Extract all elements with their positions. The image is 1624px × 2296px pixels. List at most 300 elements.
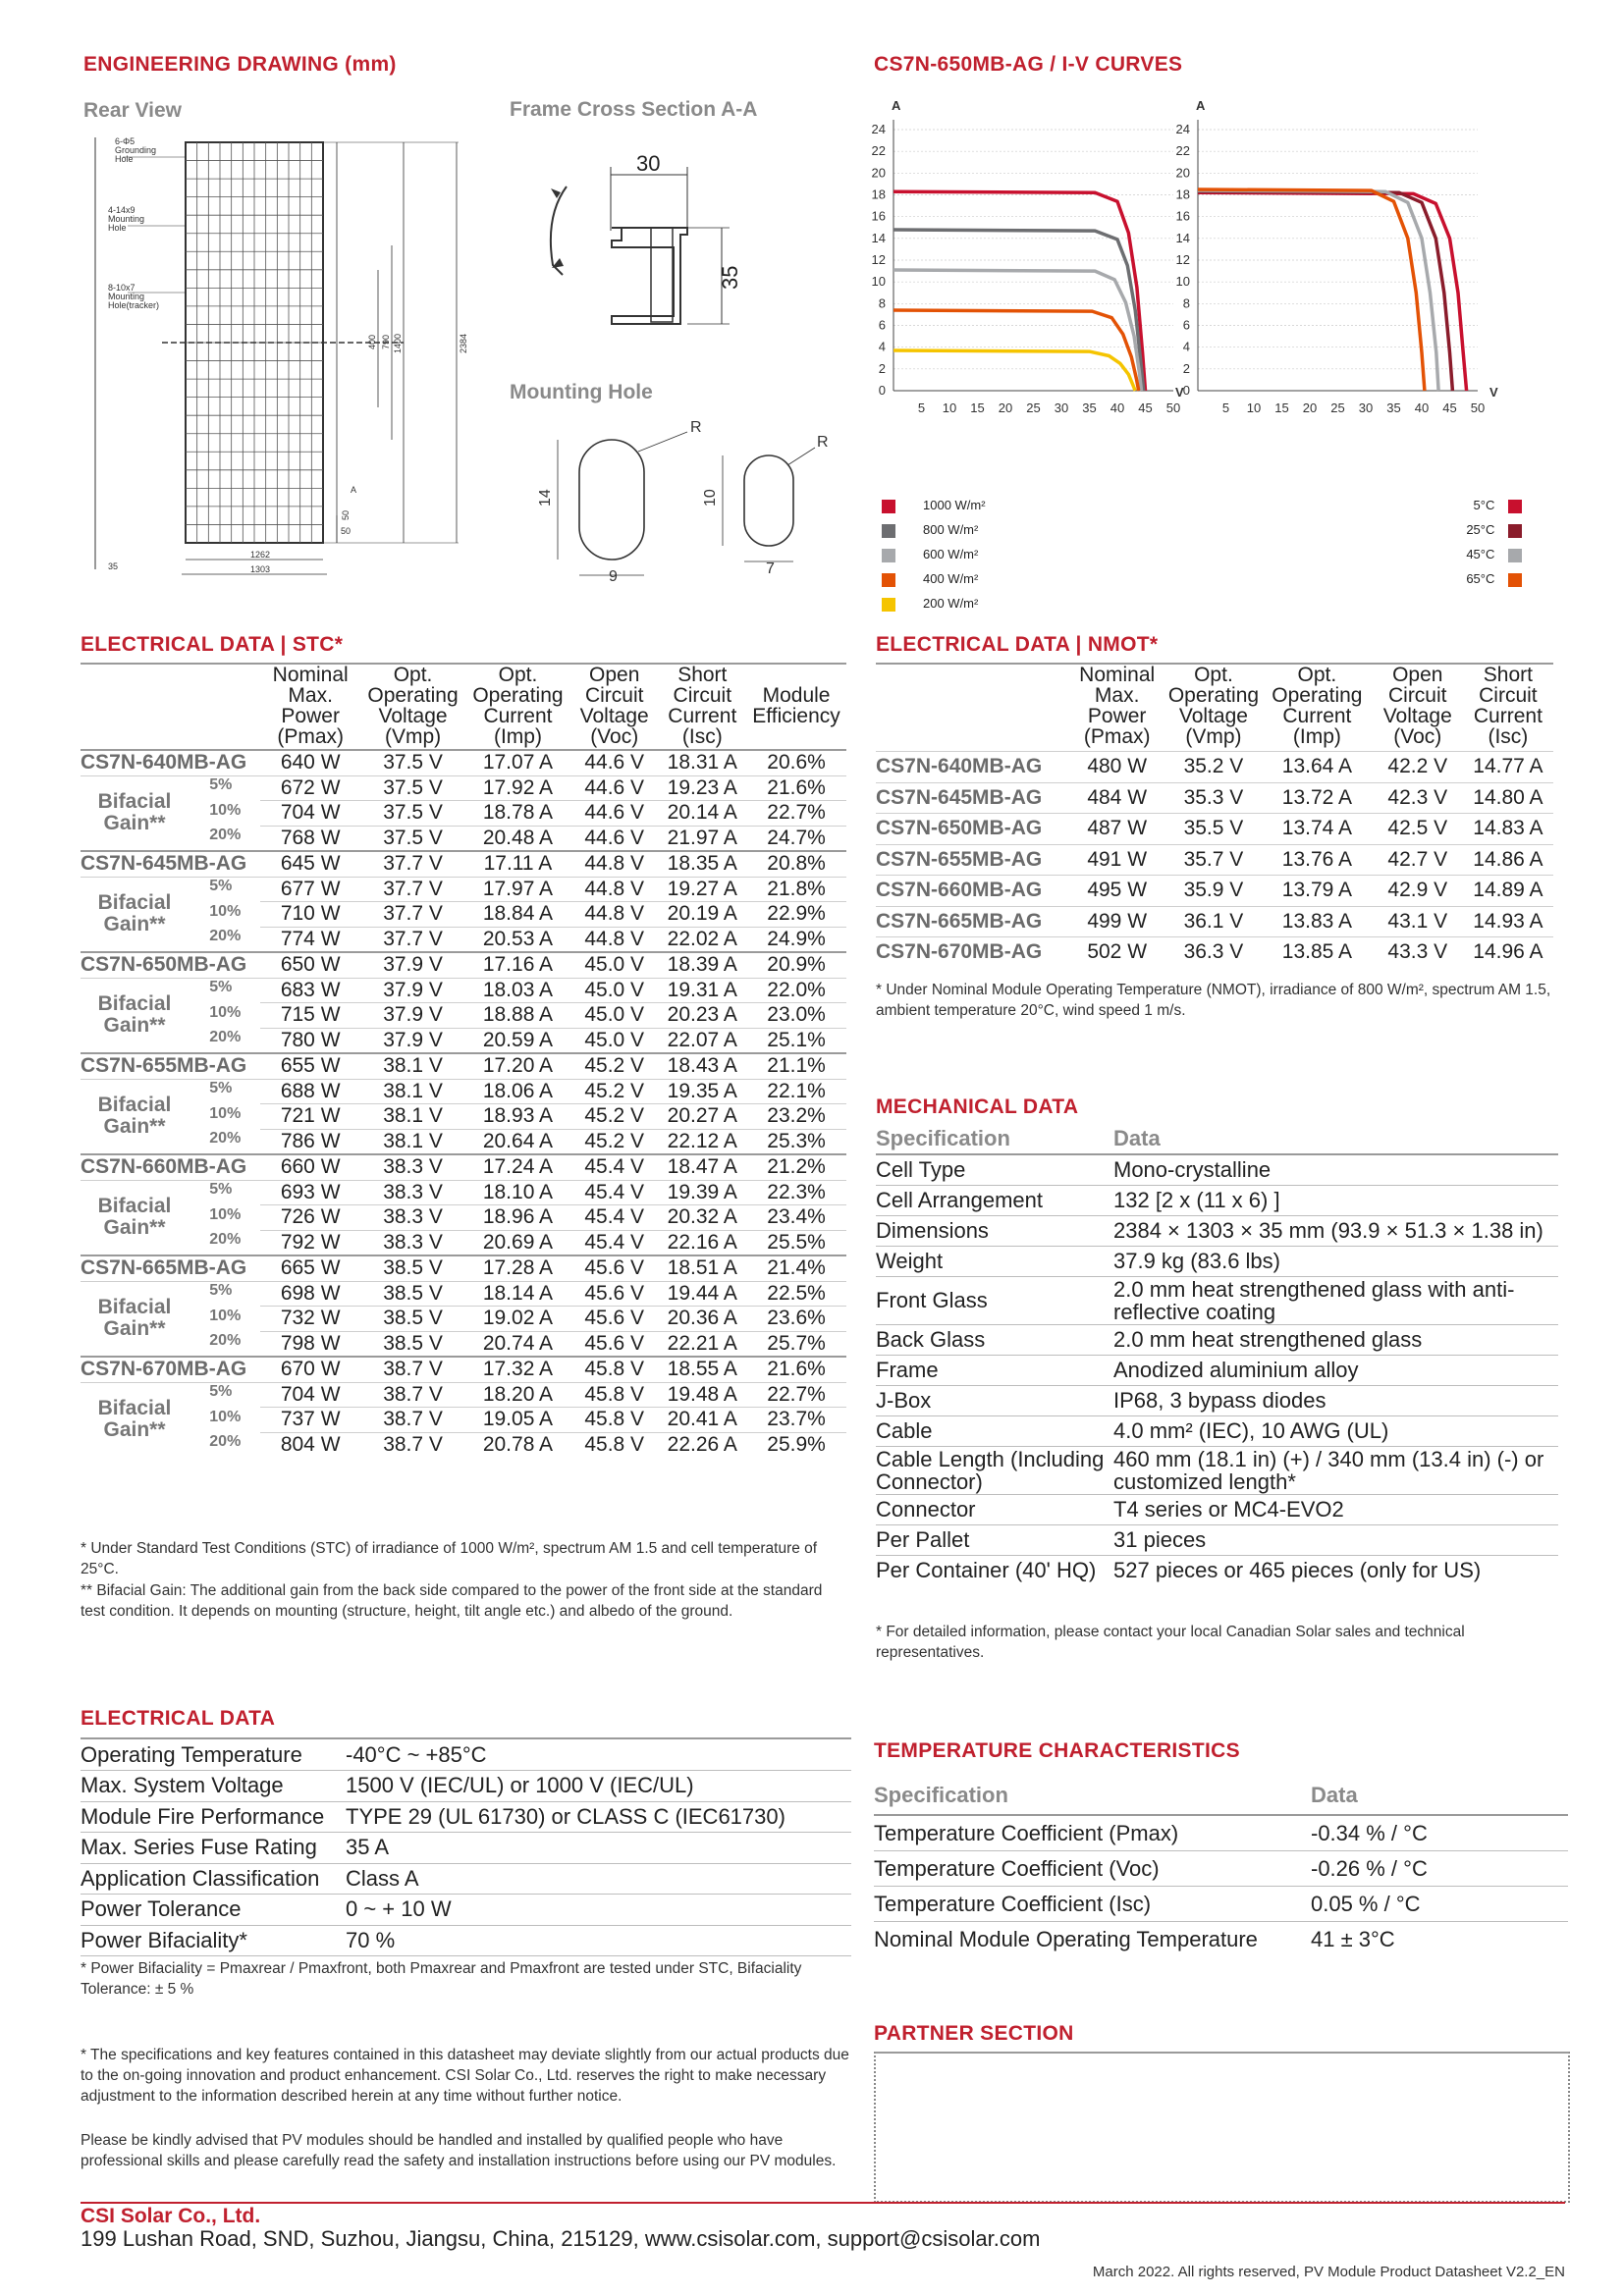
stc-cell: 704 W bbox=[260, 801, 360, 827]
mounting-label-3: Hole bbox=[108, 223, 127, 233]
stc-cell: 20.48 A bbox=[465, 826, 570, 851]
stc-cell: 640 W bbox=[260, 750, 360, 775]
stc-model-row bbox=[81, 1154, 846, 1180]
nmot-cell: 14.93 A bbox=[1463, 906, 1553, 937]
stc-cell: 798 W bbox=[260, 1331, 360, 1357]
bifacial-gain-label: Bifacial Gain** bbox=[97, 790, 172, 835]
electrical-row bbox=[81, 1863, 851, 1895]
legend-65c-swatch bbox=[1508, 573, 1522, 587]
stc-cell: 18.93 A bbox=[465, 1104, 570, 1130]
stc-cell: 21.1% bbox=[746, 1053, 846, 1079]
bifacial-gain-pct: 10% bbox=[209, 1408, 242, 1425]
stc-cell: 19.23 A bbox=[659, 775, 747, 801]
legend-400 bbox=[882, 566, 986, 591]
stc-cell: 665 W bbox=[260, 1255, 360, 1281]
stc-cell: 17.28 A bbox=[465, 1255, 570, 1281]
iv-irradiance-series-0 bbox=[893, 191, 1146, 391]
partner-title: PARTNER SECTION bbox=[874, 2022, 1074, 2045]
nmot-cell: 35.5 V bbox=[1165, 814, 1262, 845]
legend-800 bbox=[882, 517, 986, 542]
stc-model-name: CS7N-660MB-AG bbox=[81, 1154, 260, 1180]
hole-r2: R bbox=[817, 434, 829, 451]
nmot-cell: 14.77 A bbox=[1463, 752, 1553, 783]
stc-gain-row bbox=[81, 1281, 846, 1307]
stc-cell: 38.5 V bbox=[360, 1281, 465, 1307]
nmot-note: * Under Nominal Module Operating Temperature (NMOT), irradiance of 800 W/m², spectrum AM 1.5, ambient temperature 20°C, wind speed 1 m/s. bbox=[876, 982, 1551, 1019]
electrical-value: 1500 V (IEC/UL) or 1000 V (IEC/UL) bbox=[346, 1771, 851, 1802]
stc-cell: 18.78 A bbox=[465, 801, 570, 827]
mech-row bbox=[876, 1276, 1558, 1324]
iv-chart bbox=[864, 80, 1591, 473]
stc-cell: 44.6 V bbox=[570, 750, 659, 775]
temperature-row bbox=[874, 1922, 1568, 1957]
mech-spec: J-Box bbox=[876, 1385, 1113, 1415]
stc-cell: 23.0% bbox=[746, 1003, 846, 1029]
stc-cell: 780 W bbox=[260, 1028, 360, 1053]
electrical-row bbox=[81, 1771, 851, 1802]
stc-cell: 37.9 V bbox=[360, 952, 465, 978]
mech-value: Anodized aluminium alloy bbox=[1113, 1355, 1558, 1385]
stc-cell: 38.3 V bbox=[360, 1230, 465, 1255]
iv-x-tick: 30 bbox=[1358, 400, 1374, 415]
stc-cell: 44.8 V bbox=[570, 851, 659, 877]
mech-spec: Cell Type bbox=[876, 1154, 1113, 1185]
stc-cell: 38.7 V bbox=[360, 1432, 465, 1457]
legend-200-swatch bbox=[882, 598, 895, 612]
stc-model-name: CS7N-670MB-AG bbox=[81, 1357, 260, 1382]
stc-cell: 17.07 A bbox=[465, 750, 570, 775]
stc-cell: 17.11 A bbox=[465, 851, 570, 877]
stc-cell: 45.6 V bbox=[570, 1255, 659, 1281]
iv-x-tick: 15 bbox=[970, 400, 985, 415]
nmot-cell: 14.83 A bbox=[1463, 814, 1553, 845]
electrical-title: ELECTRICAL DATA bbox=[81, 1707, 276, 1730]
mech-value: 132 [2 x (11 x 6) ] bbox=[1113, 1185, 1558, 1215]
stc-cell: 21.8% bbox=[746, 877, 846, 902]
stc-cell: 22.02 A bbox=[659, 927, 747, 952]
iv-x-tick: 35 bbox=[1386, 400, 1401, 415]
footer-address: 199 Lushan Road, SND, Suzhou, Jiangsu, China, 215129, www.csisolar.com, support@csisolar.com bbox=[81, 2226, 1041, 2251]
stc-cell: 44.8 V bbox=[570, 927, 659, 952]
stc-cell: 655 W bbox=[260, 1053, 360, 1079]
stc-cell: 18.55 A bbox=[659, 1357, 747, 1382]
iv-y-tick: 2 bbox=[1182, 360, 1190, 376]
stc-cell: 18.88 A bbox=[465, 1003, 570, 1029]
stc-cell: 25.1% bbox=[746, 1028, 846, 1053]
electrical-row bbox=[81, 1801, 851, 1833]
mech-value: 37.9 kg (83.6 lbs) bbox=[1113, 1246, 1558, 1276]
stc-cell: 45.0 V bbox=[570, 1003, 659, 1029]
mech-value: T4 series or MC4-EVO2 bbox=[1113, 1494, 1558, 1524]
mech-spec: Dimensions bbox=[876, 1215, 1113, 1246]
mech-value: IP68, 3 bypass diodes bbox=[1113, 1385, 1558, 1415]
stc-cell: 44.8 V bbox=[570, 877, 659, 902]
iv-irradiance-series-4 bbox=[893, 350, 1135, 391]
legend-5c-label: 5°C bbox=[1473, 498, 1495, 512]
dim-1262: 1262 bbox=[250, 550, 271, 560]
stc-cell: 19.35 A bbox=[659, 1079, 747, 1104]
nmot-row bbox=[876, 844, 1553, 876]
stc-cell: 20.9% bbox=[746, 952, 846, 978]
iv-axis-v: V bbox=[1175, 385, 1184, 400]
nmot-model-name: CS7N-655MB-AG bbox=[876, 844, 1069, 876]
iv-axis-v: V bbox=[1489, 385, 1498, 400]
stc-cell: 44.8 V bbox=[570, 902, 659, 928]
bifacial-gain-pct: 5% bbox=[209, 1282, 233, 1299]
electrical-spec: Operating Temperature bbox=[81, 1739, 346, 1771]
temperature-spec: Temperature Coefficient (Pmax) bbox=[874, 1815, 1311, 1851]
stc-cell: 688 W bbox=[260, 1079, 360, 1104]
stc-cell: 21.2% bbox=[746, 1154, 846, 1180]
stc-cell: 45.8 V bbox=[570, 1382, 659, 1408]
iv-y-tick: 24 bbox=[871, 122, 886, 136]
stc-cell: 44.6 V bbox=[570, 801, 659, 827]
stc-cell: 38.1 V bbox=[360, 1079, 465, 1104]
electrical-spec: Power Tolerance bbox=[81, 1895, 346, 1926]
stc-cell: 37.5 V bbox=[360, 801, 465, 827]
iv-axis-a: A bbox=[892, 98, 901, 113]
nmot-model-name: CS7N-670MB-AG bbox=[876, 937, 1069, 968]
mech-row bbox=[876, 1524, 1558, 1555]
hole-9: 9 bbox=[609, 568, 618, 585]
electrical-value: -40°C ~ +85°C bbox=[346, 1739, 851, 1771]
frame-height: 35 bbox=[718, 265, 742, 290]
nmot-cell: 35.7 V bbox=[1165, 844, 1262, 876]
nmot-row bbox=[876, 906, 1553, 937]
iv-y-tick: 0 bbox=[1182, 383, 1190, 398]
mech-value: 31 pieces bbox=[1113, 1524, 1558, 1555]
stc-header-imp: Opt. Operating Current (Imp) bbox=[472, 664, 564, 748]
electrical-spec: Module Fire Performance bbox=[81, 1801, 346, 1833]
legend-25c bbox=[1443, 517, 1522, 542]
mech-spec: Cell Arrangement bbox=[876, 1185, 1113, 1215]
iv-x-tick: 40 bbox=[1110, 400, 1125, 415]
nmot-cell: 35.2 V bbox=[1165, 752, 1262, 783]
footer-date: March 2022. All rights reserved, PV Module Product Datasheet V2.2_EN bbox=[1092, 2264, 1565, 2280]
stc-cell: 18.10 A bbox=[465, 1180, 570, 1205]
stc-cell: 19.31 A bbox=[659, 978, 747, 1003]
iv-y-tick: 16 bbox=[1175, 208, 1190, 224]
dim-1400: 1400 bbox=[393, 333, 403, 353]
stc-cell: 20.36 A bbox=[659, 1307, 747, 1332]
iv-y-tick: 6 bbox=[1182, 317, 1190, 333]
bifacial-gain-pct: 5% bbox=[209, 1383, 233, 1400]
stc-cell: 22.7% bbox=[746, 801, 846, 827]
mounting-label-1: 4-14x9 bbox=[108, 205, 135, 215]
stc-gain-row bbox=[81, 1079, 846, 1104]
stc-cell: 37.9 V bbox=[360, 1003, 465, 1029]
bifacial-gain-pct: 5% bbox=[209, 878, 233, 894]
electrical-spec: Application Classification bbox=[81, 1863, 346, 1895]
iv-y-tick: 10 bbox=[1175, 274, 1190, 290]
stc-gain-row bbox=[81, 1180, 846, 1205]
nmot-cell: 42.7 V bbox=[1373, 844, 1463, 876]
stc-cell: 44.6 V bbox=[570, 775, 659, 801]
mech-spec: Frame bbox=[876, 1355, 1113, 1385]
nmot-cell: 484 W bbox=[1069, 782, 1165, 814]
stc-cell: 25.9% bbox=[746, 1432, 846, 1457]
nmot-title: ELECTRICAL DATA | NMOT* bbox=[876, 633, 1159, 656]
stc-header-vmp: Opt. Operating Voltage (Vmp) bbox=[367, 664, 459, 748]
nmot-row bbox=[876, 876, 1553, 907]
stc-cell: 37.7 V bbox=[360, 851, 465, 877]
hole-7: 7 bbox=[766, 561, 775, 577]
legend-25c-label: 25°C bbox=[1466, 522, 1495, 537]
iv-y-tick: 8 bbox=[1182, 295, 1190, 311]
stc-cell: 37.9 V bbox=[360, 978, 465, 1003]
bifacial-gain-pct: 20% bbox=[209, 827, 242, 843]
nmot-cell: 13.79 A bbox=[1262, 876, 1373, 907]
mechanical-note: * For detailed information, please contact your local Canadian Solar sales and technical representatives. bbox=[876, 1624, 1465, 1661]
temperature-value: -0.34 % / °C bbox=[1311, 1815, 1568, 1851]
nmot-table bbox=[876, 665, 1553, 968]
stc-cell: 22.26 A bbox=[659, 1432, 747, 1457]
stc-cell: 22.07 A bbox=[659, 1028, 747, 1053]
stc-cell: 693 W bbox=[260, 1180, 360, 1205]
bifacial-gain-pct: 10% bbox=[209, 1307, 242, 1324]
stc-cell: 38.7 V bbox=[360, 1382, 465, 1408]
electrical-row bbox=[81, 1833, 851, 1864]
mounting-label-2: Mounting bbox=[108, 214, 145, 224]
iv-x-tick: 30 bbox=[1054, 400, 1069, 415]
stc-cell: 19.05 A bbox=[465, 1408, 570, 1433]
stc-cell: 20.74 A bbox=[465, 1331, 570, 1357]
electrical-value: Class A bbox=[346, 1863, 851, 1895]
stc-cell: 45.4 V bbox=[570, 1230, 659, 1255]
stc-cell: 650 W bbox=[260, 952, 360, 978]
iv-x-tick: 15 bbox=[1274, 400, 1289, 415]
stc-cell: 45.0 V bbox=[570, 978, 659, 1003]
mech-row bbox=[876, 1185, 1558, 1215]
tracker-label-2: Mounting bbox=[108, 292, 145, 301]
dim-1303: 1303 bbox=[250, 564, 271, 574]
stc-cell: 38.1 V bbox=[360, 1053, 465, 1079]
stc-cell: 20.8% bbox=[746, 851, 846, 877]
iv-x-tick: 20 bbox=[1302, 400, 1318, 415]
nmot-model-name: CS7N-650MB-AG bbox=[876, 814, 1069, 845]
legend-65c bbox=[1443, 566, 1522, 591]
nmot-cell: 13.72 A bbox=[1262, 782, 1373, 814]
temperature-legend bbox=[1443, 493, 1522, 591]
legend-600-label: 600 W/m² bbox=[923, 547, 979, 561]
temperature-value: 41 ± 3°C bbox=[1311, 1922, 1568, 1957]
iv-x-tick: 40 bbox=[1414, 400, 1430, 415]
stc-header-pmax: Nominal Max. Power (Pmax) bbox=[272, 664, 349, 748]
legend-800-swatch bbox=[882, 524, 895, 538]
nmot-cell: 43.1 V bbox=[1373, 906, 1463, 937]
bifacial-gain-label: Bifacial Gain** bbox=[97, 891, 172, 936]
stc-model-row bbox=[81, 952, 846, 978]
stc-cell: 22.1% bbox=[746, 1079, 846, 1104]
stc-cell: 37.7 V bbox=[360, 927, 465, 952]
grounding-label-1: 6-Φ5 bbox=[115, 136, 135, 146]
legend-1000 bbox=[882, 493, 986, 517]
stc-cell: 38.7 V bbox=[360, 1408, 465, 1433]
iv-y-tick: 6 bbox=[878, 317, 886, 333]
stc-cell: 20.6% bbox=[746, 750, 846, 775]
temperature-value: 0.05 % / °C bbox=[1311, 1887, 1568, 1922]
bifacial-gain-pct: 5% bbox=[209, 979, 233, 995]
mech-row bbox=[876, 1324, 1558, 1355]
bifaciality-note-text: * Power Bifaciality = Pmaxrear / Pmaxfront, both Pmaxrear and Pmaxfront are tested under STC, Bifaciality Tolerance: ± 5 % bbox=[81, 1960, 802, 1998]
temperature-spec: Temperature Coefficient (Isc) bbox=[874, 1887, 1311, 1922]
iv-y-tick: 18 bbox=[871, 187, 886, 202]
dim-400: 400 bbox=[367, 334, 377, 349]
stc-cell: 18.43 A bbox=[659, 1053, 747, 1079]
iv-x-tick: 25 bbox=[1026, 400, 1041, 415]
iv-y-tick: 8 bbox=[878, 295, 886, 311]
iv-x-tick: 5 bbox=[1221, 400, 1230, 415]
stc-cell: 38.5 V bbox=[360, 1255, 465, 1281]
stc-cell: 20.41 A bbox=[659, 1408, 747, 1433]
rear-view-drawing bbox=[83, 128, 496, 589]
bifacial-gain-label: Bifacial Gain** bbox=[97, 1094, 172, 1139]
stc-cell: 774 W bbox=[260, 927, 360, 952]
nmot-header-imp: Opt. Operating Current (Imp) bbox=[1272, 664, 1363, 748]
stc-model-row bbox=[81, 1053, 846, 1079]
stc-model-row bbox=[81, 750, 846, 775]
mech-value: 460 mm (18.1 in) (+) / 340 mm (13.4 in) (-) or customized length* bbox=[1113, 1446, 1558, 1494]
nmot-header-voc: Open Circuit Voltage (Voc) bbox=[1382, 664, 1452, 748]
nmot-header-isc: Short Circuit Current (Isc) bbox=[1473, 664, 1543, 748]
nmot-cell: 13.76 A bbox=[1262, 844, 1373, 876]
bifacial-gain-label: Bifacial Gain** bbox=[97, 1296, 172, 1341]
frame-width: 30 bbox=[636, 151, 661, 176]
stc-cell: 25.3% bbox=[746, 1129, 846, 1154]
nmot-cell: 42.9 V bbox=[1373, 876, 1463, 907]
mech-row bbox=[876, 1355, 1558, 1385]
stc-cell: 22.16 A bbox=[659, 1230, 747, 1255]
stc-cell: 17.16 A bbox=[465, 952, 570, 978]
stc-cell: 792 W bbox=[260, 1230, 360, 1255]
electrical-value: 0 ~ + 10 W bbox=[346, 1895, 851, 1926]
bifacial-gain-pct: 5% bbox=[209, 1080, 233, 1096]
stc-cell: 670 W bbox=[260, 1357, 360, 1382]
iv-y-tick: 14 bbox=[871, 230, 886, 245]
mech-value: 527 pieces or 465 pieces (only for US) bbox=[1113, 1555, 1558, 1585]
stc-cell: 660 W bbox=[260, 1154, 360, 1180]
stc-cell: 732 W bbox=[260, 1307, 360, 1332]
electrical-table bbox=[81, 1739, 851, 1956]
bifacial-gain-pct: 5% bbox=[209, 1181, 233, 1198]
stc-table bbox=[81, 665, 846, 1457]
nmot-cell: 13.74 A bbox=[1262, 814, 1373, 845]
legend-45c bbox=[1443, 542, 1522, 566]
mech-header-data: Data bbox=[1113, 1123, 1558, 1154]
stc-cell: 38.1 V bbox=[360, 1104, 465, 1130]
mech-row bbox=[876, 1446, 1558, 1494]
bifacial-gain-pct: 5% bbox=[209, 776, 233, 793]
bifacial-gain-pct: 10% bbox=[209, 902, 242, 920]
frame-section-label: Frame Cross Section A-A bbox=[510, 98, 758, 121]
nmot-cell: 14.80 A bbox=[1463, 782, 1553, 814]
nmot-model-name: CS7N-665MB-AG bbox=[876, 906, 1069, 937]
stc-cell: 21.6% bbox=[746, 1357, 846, 1382]
legend-1000-label: 1000 W/m² bbox=[923, 498, 986, 512]
stc-cell: 18.31 A bbox=[659, 750, 747, 775]
tracker-label-3: Hole(tracker) bbox=[108, 300, 160, 310]
mounting-hole-label: Mounting Hole bbox=[510, 381, 653, 403]
bifacial-gain-pct: 10% bbox=[209, 1205, 242, 1223]
temperature-table bbox=[874, 1777, 1568, 1956]
nmot-cell: 14.86 A bbox=[1463, 844, 1553, 876]
stc-cell: 17.24 A bbox=[465, 1154, 570, 1180]
electrical-spec: Max. System Voltage bbox=[81, 1771, 346, 1802]
bifacial-gain-pct: 20% bbox=[209, 1231, 242, 1248]
mech-spec: Cable Length (Including Connector) bbox=[876, 1446, 1113, 1494]
nmot-model-name: CS7N-640MB-AG bbox=[876, 752, 1069, 783]
legend-5c bbox=[1443, 493, 1522, 517]
stc-cell: 45.0 V bbox=[570, 952, 659, 978]
nmot-cell: 13.64 A bbox=[1262, 752, 1373, 783]
footer-rule bbox=[81, 2202, 1565, 2204]
stc-cell: 38.1 V bbox=[360, 1129, 465, 1154]
iv-y-tick: 20 bbox=[1175, 165, 1190, 181]
irradiance-legend bbox=[882, 493, 986, 615]
nmot-cell: 14.89 A bbox=[1463, 876, 1553, 907]
nmot-header-blank bbox=[876, 665, 1069, 752]
dim-a: A bbox=[351, 485, 357, 495]
stc-cell: 44.6 V bbox=[570, 826, 659, 851]
stc-cell: 683 W bbox=[260, 978, 360, 1003]
stc-cell: 17.20 A bbox=[465, 1053, 570, 1079]
iv-y-tick: 4 bbox=[878, 339, 886, 354]
bifacial-gain-pct: 20% bbox=[209, 1433, 242, 1450]
mech-row bbox=[876, 1154, 1558, 1185]
stc-cell: 45.6 V bbox=[570, 1331, 659, 1357]
bifacial-gain-pct: 20% bbox=[209, 1332, 242, 1349]
stc-cell: 45.8 V bbox=[570, 1408, 659, 1433]
iv-y-tick: 12 bbox=[871, 252, 886, 267]
stc-cell: 768 W bbox=[260, 826, 360, 851]
stc-note-1: * Under Standard Test Conditions (STC) of irradiance of 1000 W/m², spectrum AM 1.5 and cell temperature of 25°C. bbox=[81, 1540, 818, 1577]
stc-model-name: CS7N-645MB-AG bbox=[81, 851, 260, 877]
stc-cell: 22.7% bbox=[746, 1382, 846, 1408]
nmot-cell: 13.83 A bbox=[1262, 906, 1373, 937]
nmot-cell: 495 W bbox=[1069, 876, 1165, 907]
iv-x-tick: 10 bbox=[1246, 400, 1262, 415]
stc-cell: 45.4 V bbox=[570, 1180, 659, 1205]
mech-spec: Back Glass bbox=[876, 1324, 1113, 1355]
stc-cell: 45.2 V bbox=[570, 1129, 659, 1154]
iv-y-tick: 22 bbox=[871, 143, 886, 159]
nmot-row bbox=[876, 937, 1553, 968]
stc-cell: 18.39 A bbox=[659, 952, 747, 978]
iv-y-tick: 4 bbox=[1182, 339, 1190, 354]
stc-model-row bbox=[81, 851, 846, 877]
stc-cell: 22.12 A bbox=[659, 1129, 747, 1154]
stc-gain-row bbox=[81, 877, 846, 902]
stc-cell: 21.6% bbox=[746, 775, 846, 801]
stc-cell: 19.27 A bbox=[659, 877, 747, 902]
dim-35: 35 bbox=[108, 561, 119, 571]
nmot-cell: 13.85 A bbox=[1262, 937, 1373, 968]
temperature-row bbox=[874, 1887, 1568, 1922]
stc-cell: 20.14 A bbox=[659, 801, 747, 827]
stc-cell: 38.7 V bbox=[360, 1357, 465, 1382]
iv-irradiance-series-2 bbox=[893, 270, 1142, 391]
stc-cell: 38.5 V bbox=[360, 1307, 465, 1332]
stc-gain-row bbox=[81, 1382, 846, 1408]
temperature-spec: Temperature Coefficient (Voc) bbox=[874, 1851, 1311, 1887]
legend-400-label: 400 W/m² bbox=[923, 571, 979, 586]
stc-cell: 19.02 A bbox=[465, 1307, 570, 1332]
bifacial-gain-pct: 10% bbox=[209, 801, 242, 819]
iv-x-tick: 45 bbox=[1138, 400, 1153, 415]
bifacial-gain-pct: 20% bbox=[209, 1130, 242, 1147]
iv-y-tick: 18 bbox=[1175, 187, 1190, 202]
stc-cell: 18.35 A bbox=[659, 851, 747, 877]
